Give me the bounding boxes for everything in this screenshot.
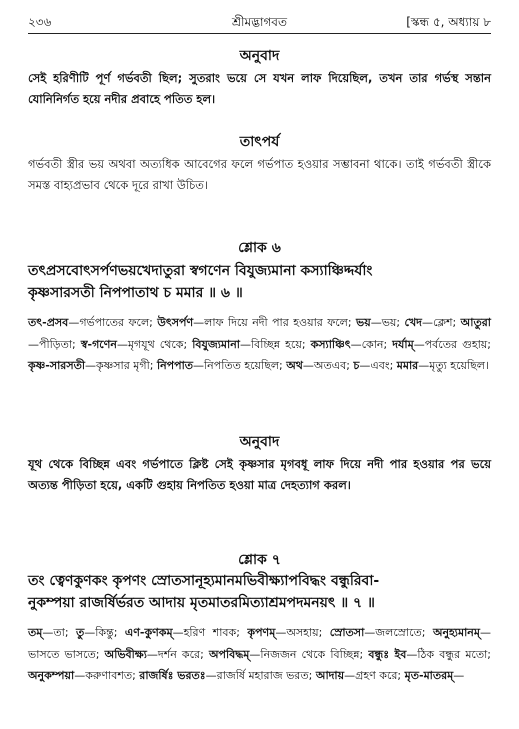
verse-7-text bbox=[28, 570, 491, 614]
synonym-term: কৃপণম্ bbox=[247, 626, 276, 639]
synonym-term: আদায় bbox=[315, 669, 345, 682]
verse-6-text bbox=[28, 260, 491, 304]
synonym-term: তম্ bbox=[28, 626, 43, 639]
running-header bbox=[28, 10, 491, 32]
purport-text: গর্ভবতী স্ত্রীর ভয় অথবা অত্যধিক আবেগের ফলে গর্ভপাত হওয়ার সম্ভাবনা থাকে। তাই গর্ভবতী স্ত্রীকে সমস্ত বাহ্যপ্রভাব থেকে দূরে রাখা উচিত। bbox=[28, 157, 491, 192]
synonym-meaning: গর্ভপাতের ফলে; bbox=[79, 316, 158, 329]
synonym-term: ভয় bbox=[356, 316, 371, 329]
synonym-term: অভিবীক্ষ্য bbox=[104, 647, 147, 661]
synonym-meaning: রাজর্ষি মহারাজ ভরত; bbox=[216, 669, 316, 682]
synonym-meaning: এবং; bbox=[370, 359, 397, 372]
verse-7-line-1: তং ত্বেণকুণকং কৃপণং স্রোতসানূহ্যমানমভিবীক্ষ্যাপবিদ্ধং বন্ধুরিবা- bbox=[28, 573, 380, 589]
synonym-meaning: ঠিক বন্ধুর মতো; bbox=[417, 647, 491, 661]
synonym-meaning: অসহায়; bbox=[286, 626, 330, 639]
purport-heading: তাৎপর্য bbox=[239, 134, 280, 150]
verse-6-line-1: তৎপ্রসবোৎসর্পণভয়খেদাতুরা স্বগণেন বিযুজ্যমানা কস্যাঞ্চিদ্দর্যাং bbox=[28, 263, 373, 279]
synonym-term: উৎসর্পণ bbox=[157, 316, 194, 329]
verse-7-synonyms: তম্—তা; তু—কিন্তু; এণ-কুণকম্—হরিণ শাবক; কৃপণম্—অসহায়; স্রোতসা—জলস্রোতে; অনুহ্যমানম্—ভাসতে ভাসতে; অভিবীক্ষ্য—দর্শন করে; অপবিদ্ধম্—নিজজন থেকে বিচ্ছিন্ন; বন্ধুঃ ইব—ঠিক বন্ধুর মতো; অনুকম্পয়া—করুণাবশত; রাজর্ষিঃ ভরতঃ—রাজর্ষি মহারাজ ভরত; আদায়—গ্রহণ করে; মৃত-মাতরম্— bbox=[28, 626, 491, 682]
translation-2-heading: অনুবাদ bbox=[239, 434, 280, 450]
synonym-meaning: ভয়; bbox=[381, 316, 405, 329]
synonym-term: এণ-কুণকম্ bbox=[124, 626, 173, 639]
synonym-term: বিযুজ্যমানা bbox=[192, 337, 240, 351]
synonym-meaning: তা; bbox=[53, 626, 76, 639]
synonym-term: খেদ bbox=[404, 316, 422, 329]
synonym-meaning: কিন্তু; bbox=[95, 626, 125, 639]
synonym-term: মৃত-মাতরম্ bbox=[404, 669, 454, 682]
synonym-term: তৎ-প্রসব bbox=[28, 316, 69, 329]
translation-heading: অনুবাদ bbox=[239, 48, 280, 64]
synonym-meaning: মৃত্যু হয়েছিল। bbox=[429, 359, 489, 372]
synonym-term: মমার bbox=[396, 359, 419, 372]
synonym-meaning: জলস্রোতে; bbox=[375, 626, 433, 639]
synonym-meaning: পীড়িতা; bbox=[39, 337, 81, 351]
synonym-term: স্ব-গণেন bbox=[80, 337, 117, 351]
synonym-term: স্রোতসা bbox=[329, 626, 365, 639]
header-divider bbox=[28, 33, 491, 34]
synonym-term: কৃষ্ণ-সারসতী bbox=[28, 359, 85, 372]
verse-7-line-2: নুকম্পয়া রাজর্ষির্ভরত আদায় মৃতমাতরমিত্যাশ্রমপদমনয়ৎ ॥ ৭ ॥ bbox=[28, 595, 375, 611]
synonym-term: দর্যাম্ bbox=[392, 337, 414, 351]
synonym-meaning: লাফ দিয়ে নদী পার হওয়ার ফলে; bbox=[204, 316, 356, 329]
synonym-meaning: ভাসতে ভাসতে; bbox=[28, 647, 105, 661]
synonym-meaning: নিজজন থেকে বিচ্ছিন্ন; bbox=[260, 647, 369, 661]
section-reference: [স্কন্ধ ৫, অধ্যায় ৮ bbox=[406, 15, 491, 29]
synonym-term: অথ bbox=[286, 359, 303, 372]
synonym-meaning: গ্রহণ করে; bbox=[355, 669, 405, 682]
synonym-meaning: কৃষ্ণসার মৃগী; bbox=[96, 359, 157, 372]
translation-text: সেই হরিণীটি পূর্ণ গর্ভবতী ছিল; সুতরাং ভয়ে সে যখন লাফ দিয়েছিল, তখন তার গর্ভস্থ সন্তান যোনিনির্গত হয়ে নদীর প্রবাহে পতিত হল। bbox=[28, 71, 491, 106]
verse-6-line-2: কৃষ্ণসারসতী নিপপাতাথ চ মমার ॥ ৬ ॥ bbox=[28, 285, 243, 301]
verse-6-synonyms: তৎ-প্রসব—গর্ভপাতের ফলে; উৎসর্পণ—লাফ দিয়ে নদী পার হওয়ার ফলে; ভয়—ভয়; খেদ—ক্লেশ; আতুরা—পীড়িতা; স্ব-গণেন—মৃগযূথ থেকে; বিযুজ্যমানা—বিচ্ছিন্ন হয়ে; কস্যাঞ্চিৎ—কোন; দর্যাম্—পর্বতের গুহায়; কৃষ্ণ-সারসতী—কৃষ্ণসার মৃগী; নিপপাত—নিপতিত হয়েছিল; অথ—অতএব; চ—এবং; মমার—মৃত্যু হয়েছিল। bbox=[28, 316, 491, 372]
synonym-term: কস্যাঞ্চিৎ bbox=[310, 337, 351, 351]
synonym-term: নিপপাত bbox=[156, 359, 194, 372]
translation-2-text: যূথ থেকে বিচ্ছিন্ন এবং গর্ভপাতে ক্লিষ্ট সেই কৃষ্ণসার মৃগবধূ লাফ দিয়ে নদী পার হওয়ার পর ভয়ে অত্যন্ত পীড়িতা হয়ে, একটি গুহায় নিপতিত হওয়া মাত্র দেহত্যাগ করল। bbox=[28, 457, 491, 492]
book-title: শ্রীমদ্ভাগবত bbox=[231, 15, 287, 29]
synonym-meaning: কোন; bbox=[361, 337, 393, 351]
page-number: ২৩৬ bbox=[28, 15, 52, 29]
synonym-meaning: হরিণ শাবক; bbox=[183, 626, 248, 639]
synonym-meaning: করুণাবশত; bbox=[85, 669, 140, 682]
synonym-term: তু bbox=[76, 626, 85, 639]
synonym-meaning: পর্বতের গুহায়; bbox=[424, 337, 491, 351]
synonym-meaning: দর্শন করে; bbox=[157, 647, 209, 661]
synonym-term: অনুকম্পয়া bbox=[28, 669, 75, 682]
synonym-meaning: নিপতিত হয়েছিল; bbox=[204, 359, 287, 372]
synonym-term: রাজর্ষিঃ ভরতঃ bbox=[139, 669, 206, 682]
synonym-term: অপবিদ্ধম্ bbox=[208, 647, 250, 661]
synonym-meaning: বিচ্ছিন্ন হয়ে; bbox=[250, 337, 311, 351]
synonym-meaning: অতএব; bbox=[313, 359, 354, 372]
synonym-term: আতুরা bbox=[460, 316, 491, 329]
synonym-term: বন্ধুঃ ইব bbox=[368, 647, 407, 661]
synonym-meaning: মৃগযূথ থেকে; bbox=[127, 337, 193, 351]
synonym-term: অনুহ্যমানম্ bbox=[432, 626, 480, 639]
verse-7-heading: শ্লোক ৭ bbox=[238, 552, 281, 568]
synonym-term: চ bbox=[353, 359, 360, 372]
verse-6-heading: শ্লোক ৬ bbox=[238, 240, 281, 256]
synonym-meaning: ক্লেশ; bbox=[432, 316, 461, 329]
